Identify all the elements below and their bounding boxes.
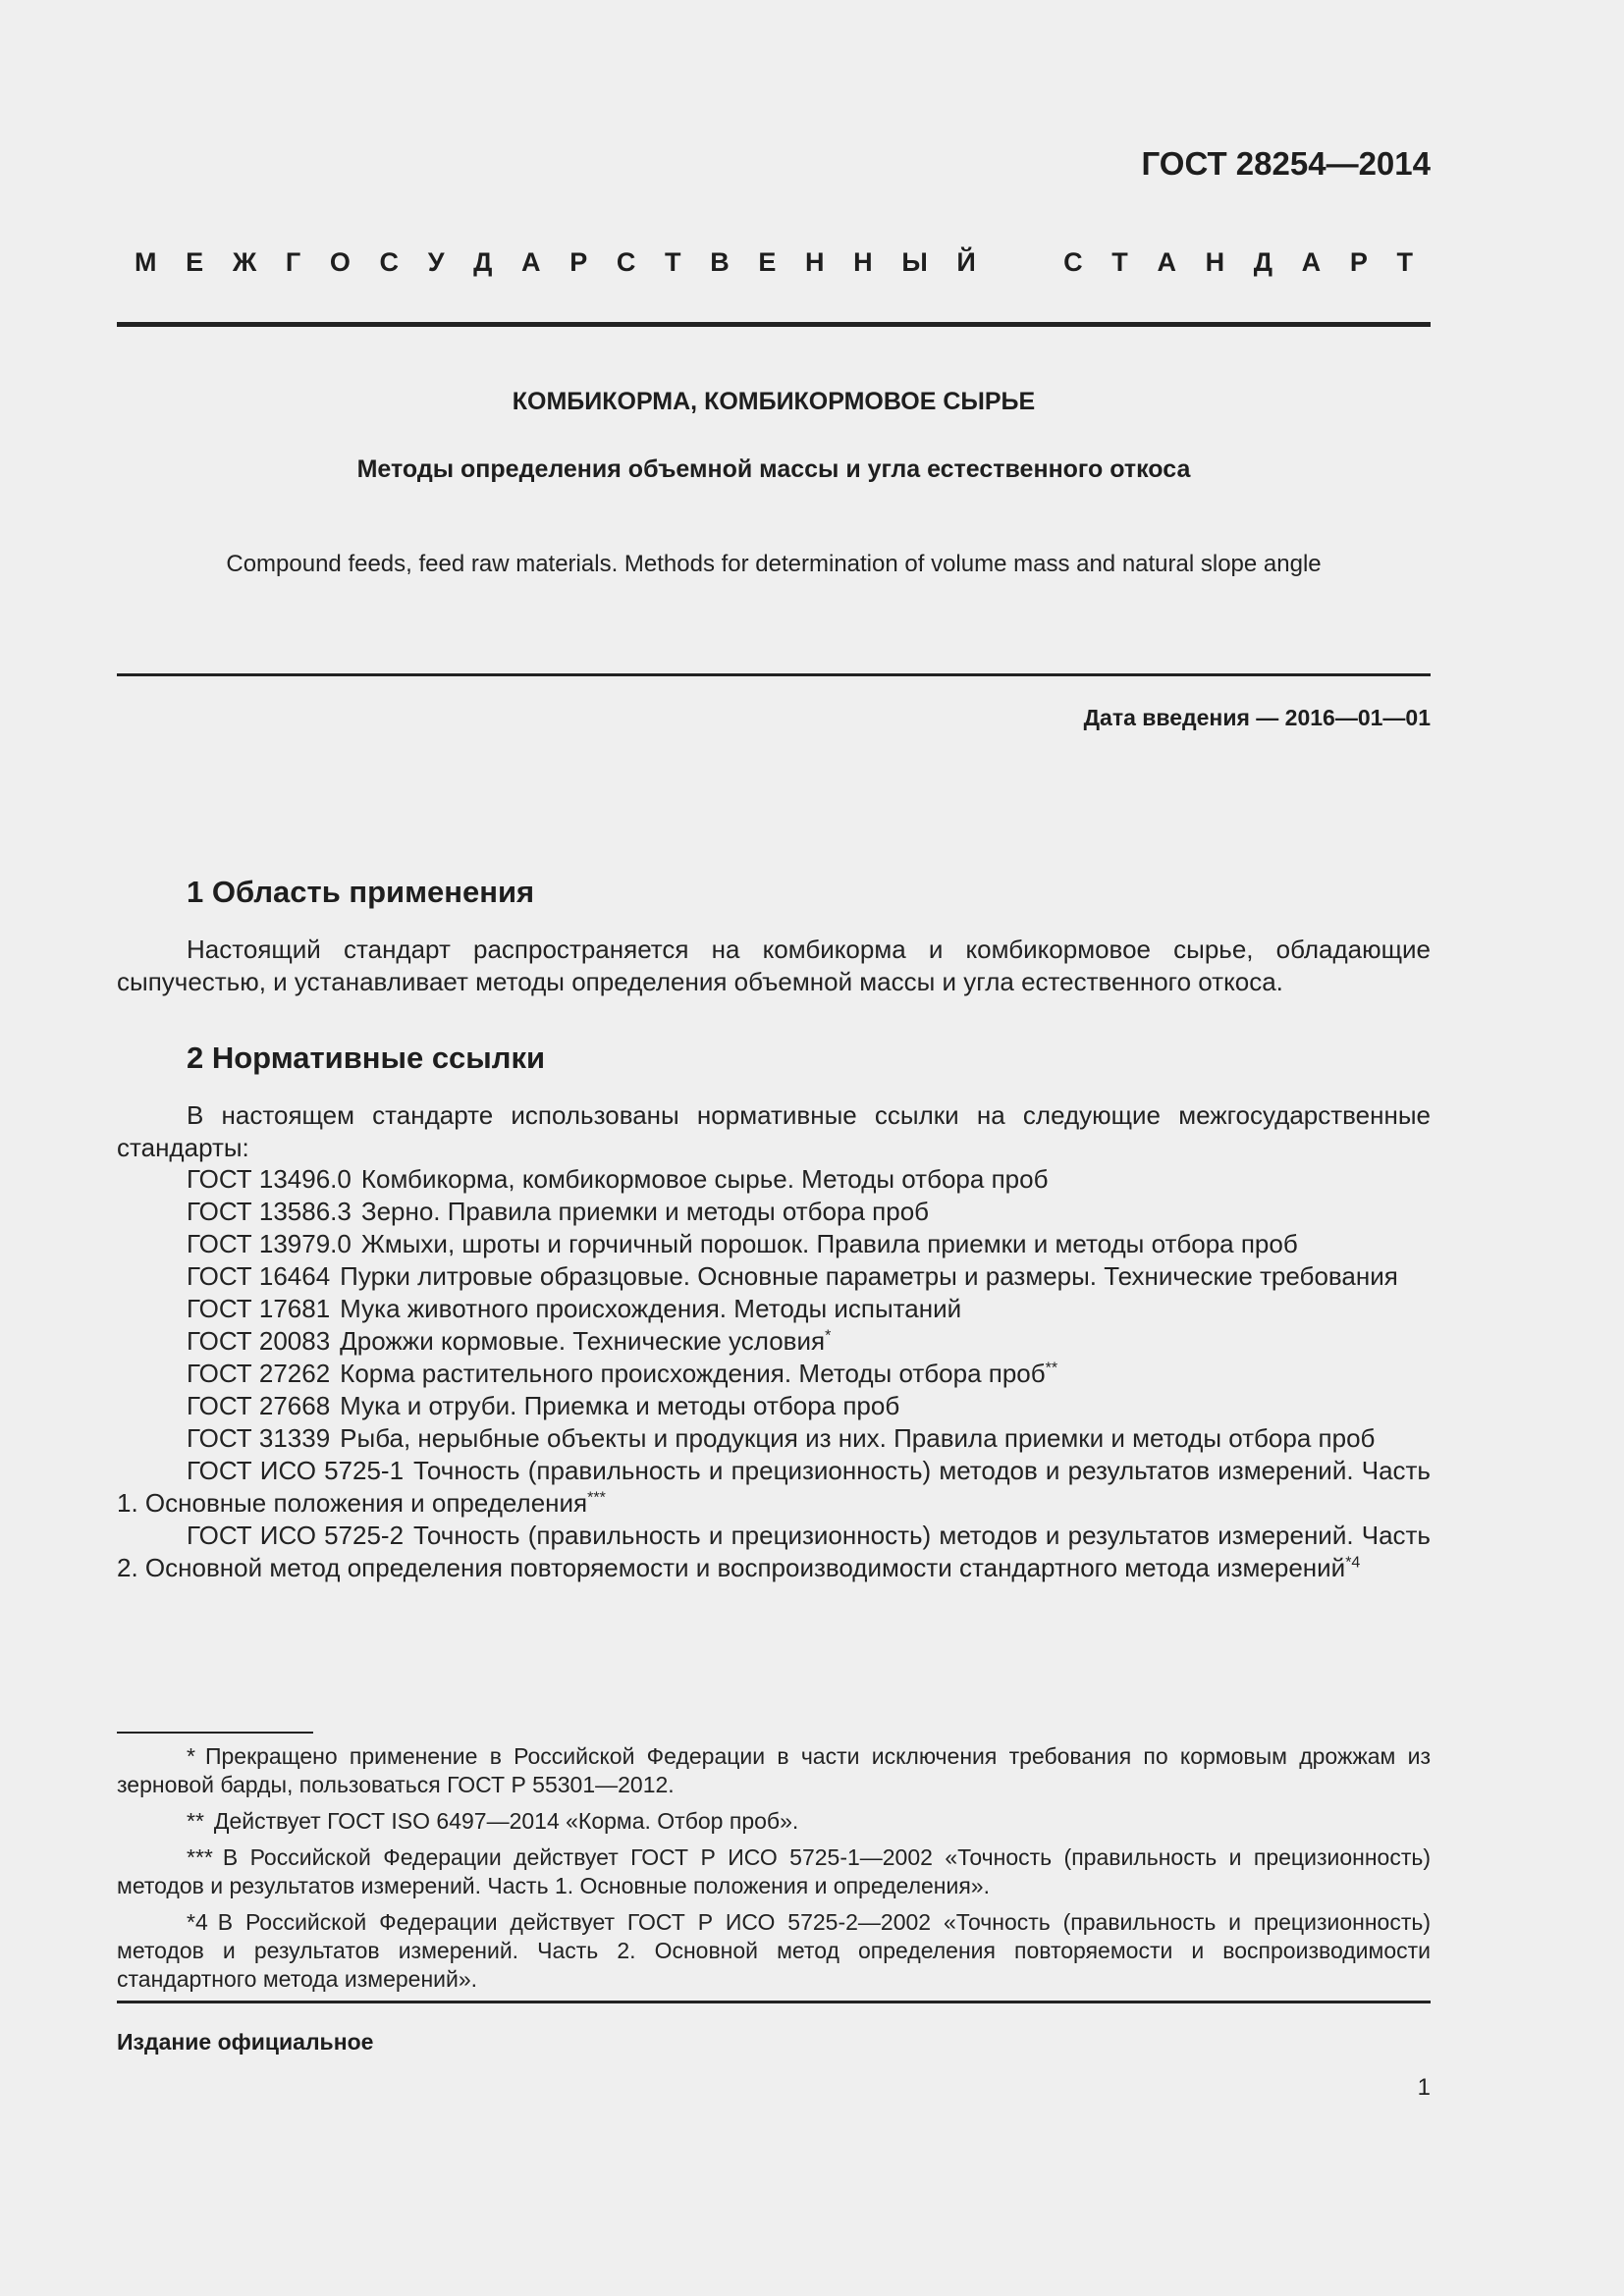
standard-letter: Т — [1396, 247, 1413, 277]
footnote-marker: * — [825, 1327, 832, 1345]
reference-title: Мука и отруби. Приемка и методы отбора проб — [340, 1391, 900, 1420]
section-2-intro: В настоящем стандарте использованы нормативные ссылки на следующие межгосударственные стандарты: — [117, 1100, 1431, 1162]
reference-code: ГОСТ ИСО 5725-2 — [187, 1521, 405, 1550]
footnote-item — [117, 1843, 1431, 1900]
reference-code: ГОСТ 17681 — [187, 1294, 331, 1323]
reference-item — [117, 1325, 1431, 1358]
reference-title: Точность (правильность и прецизионность) методов и результатов измерений. Часть 2. Основной метод определения повторяемости и воспроизводимости стандартного метода измерений — [117, 1521, 1431, 1582]
standard-letter: С — [616, 247, 636, 277]
reference-code: ГОСТ 27668 — [187, 1391, 331, 1420]
footnote-text: Действует ГОСТ ISO 6497—2014 «Корма. Отбор проб». — [213, 1808, 799, 1834]
section-1-paragraph: Настоящий стандарт распространяется на комбикорма и комбикормовое сырье, обладающие сыпучестью, и устанавливает методы определения объемной массы и угла естественного откоса. — [117, 934, 1431, 996]
reference-item — [117, 1358, 1431, 1390]
introduction-date: Дата введения — 2016—01—01 — [1083, 705, 1431, 730]
standard-letter: Р — [569, 247, 588, 277]
reference-item — [117, 1163, 1431, 1196]
standard-letter: А — [1157, 247, 1176, 277]
footnote-item — [117, 1807, 1431, 1836]
footnote-text: Прекращено применение в Российской Федерации в части исключения требования по кормовым дрожжам из зерновой барды, пользоваться ГОСТ Р 55301—2012. — [117, 1743, 1431, 1797]
reference-title: Пурки литровые образцовые. Основные параметры и размеры. Технические требования — [340, 1261, 1398, 1291]
reference-item — [117, 1260, 1431, 1293]
footnote-text: В Российской Федерации действует ГОСТ Р ИСО 5725-1—2002 «Точность (правильность и прецизионность) методов и результатов измерений. Часть 1. Основные положения и определения». — [117, 1844, 1431, 1898]
standard-letter: Е — [758, 247, 777, 277]
footnote-item — [117, 1908, 1431, 1994]
footnote-mark: * — [187, 1743, 195, 1769]
standard-letter: Ж — [232, 247, 257, 277]
standard-letter: Е — [186, 247, 204, 277]
reference-item — [117, 1390, 1431, 1422]
standard-letter: У — [427, 247, 445, 277]
footnote-mark: *** — [187, 1844, 213, 1870]
reference-title: Точность (правильность и прецизионность) методов и результатов измерений. Часть 1. Основные положения и определения — [117, 1456, 1431, 1518]
normative-references-list — [117, 1163, 1431, 1584]
footnote-marker: *** — [587, 1489, 606, 1507]
reference-item — [117, 1293, 1431, 1325]
reference-title: Жмыхи, шроты и горчичный порошок. Правила приемки и методы отбора проб — [360, 1229, 1298, 1258]
standard-letter: С — [1063, 247, 1083, 277]
reference-item — [117, 1455, 1431, 1520]
standard-letter: Т — [1111, 247, 1128, 277]
standard-letter: А — [521, 247, 541, 277]
footnote-marker: *4 — [1345, 1554, 1361, 1572]
standard-letter: Н — [1205, 247, 1225, 277]
reference-item — [117, 1228, 1431, 1260]
document-title: КОМБИКОРМА, КОМБИКОРМОВОЕ СЫРЬЕ — [512, 388, 1036, 415]
reference-code: ГОСТ 27262 — [187, 1359, 331, 1388]
top-rule — [117, 322, 1431, 327]
standard-letter: О — [329, 247, 351, 277]
footnote-separator — [117, 1732, 313, 1734]
reference-item — [117, 1196, 1431, 1228]
standard-letter: М — [135, 247, 157, 277]
standard-type-heading — [117, 247, 1431, 278]
official-edition-label: Издание официальное — [117, 2029, 374, 2055]
word-gap — [1004, 247, 1034, 278]
reference-code: ГОСТ 13496.0 — [187, 1164, 352, 1194]
english-title: Compound feeds, feed raw materials. Methods for determination of volume mass and natural slope angle — [226, 551, 1322, 577]
reference-code: ГОСТ 13979.0 — [187, 1229, 352, 1258]
standard-code: ГОСТ 28254—2014 — [1141, 145, 1431, 182]
reference-title: Зерно. Правила приемки и методы отбора проб — [360, 1197, 930, 1226]
section-1-heading: 1 Область применения — [187, 875, 535, 909]
standard-letter: Н — [805, 247, 825, 277]
standard-letter: Г — [285, 247, 301, 277]
standard-letter: Ы — [901, 247, 928, 277]
reference-code: ГОСТ 31339 — [187, 1423, 331, 1453]
footnote-text: В Российской Федерации действует ГОСТ Р ИСО 5725-2—2002 «Точность (правильность и прецизионность) методов и результатов измерений. Часть 2. Основной метод определения повторяемости и воспроизводимости стандартного метода измерений». — [117, 1909, 1431, 1992]
title-rule — [117, 673, 1431, 676]
reference-title: Корма растительного происхождения. Методы отбора проб — [340, 1359, 1046, 1388]
reference-code: ГОСТ ИСО 5725-1 — [187, 1456, 405, 1485]
reference-title: Мука животного происхождения. Методы испытаний — [340, 1294, 962, 1323]
reference-item — [117, 1422, 1431, 1455]
page-number: 1 — [1417, 2074, 1431, 2101]
standard-letter: Т — [665, 247, 681, 277]
reference-title: Комбикорма, комбикормовое сырье. Методы отбора проб — [360, 1164, 1049, 1194]
reference-code: ГОСТ 16464 — [187, 1261, 331, 1291]
footnote-mark: ** — [187, 1808, 204, 1834]
document-subtitle: Методы определения объемной массы и угла естественного откоса — [356, 455, 1191, 483]
section-2-body — [117, 1099, 1431, 1164]
footnote-marker: ** — [1045, 1360, 1058, 1377]
bottom-rule — [117, 2001, 1431, 2003]
standard-letter: А — [1301, 247, 1322, 277]
standard-letter: Р — [1349, 247, 1368, 277]
section-2-heading: 2 Нормативные ссылки — [187, 1041, 546, 1075]
reference-title: Рыба, нерыбные объекты и продукция из них. Правила приемки и методы отбора проб — [340, 1423, 1376, 1453]
standard-letter: Й — [956, 247, 976, 277]
standard-letter: Д — [1253, 247, 1273, 277]
footnote-item — [117, 1742, 1431, 1799]
standard-letter: Н — [853, 247, 873, 277]
reference-code: ГОСТ 20083 — [187, 1326, 331, 1356]
reference-title: Дрожжи кормовые. Технические условия — [340, 1326, 826, 1356]
footnotes — [117, 1742, 1431, 2002]
standard-letter: С — [379, 247, 400, 277]
standard-letter: Д — [473, 247, 493, 277]
standard-letter: В — [710, 247, 730, 277]
reference-item — [117, 1520, 1431, 1584]
section-1-body — [117, 934, 1431, 998]
reference-code: ГОСТ 13586.3 — [187, 1197, 352, 1226]
footnote-mark: *4 — [187, 1909, 208, 1935]
